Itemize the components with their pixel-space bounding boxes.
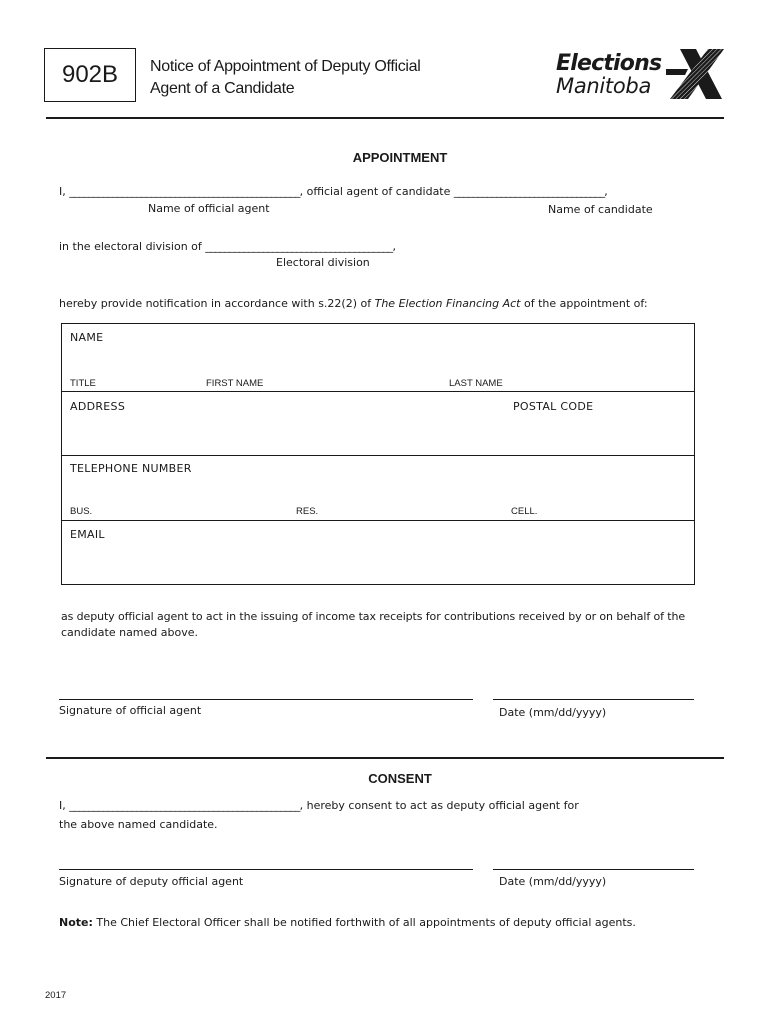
note-text [59, 916, 636, 929]
logo-x-mark-icon [666, 49, 724, 99]
title-label: TITLE [70, 378, 96, 389]
name-label: NAME [70, 331, 104, 344]
deputy-agent-name-field[interactable]: ________________________________________________ [69, 799, 300, 812]
consent-line-2: the above named candidate. [59, 818, 218, 831]
line-text: in the electoral division of [59, 240, 206, 253]
official-agent-signature-field[interactable] [59, 699, 473, 700]
deputy-agent-signature-field[interactable] [59, 869, 473, 870]
official-agent-line [59, 185, 608, 198]
form-title [150, 56, 480, 100]
line-text: , [392, 240, 396, 253]
consent-date-field[interactable] [493, 869, 694, 870]
official-agent-signature-caption: Signature of official agent [59, 704, 202, 717]
line-text: of the appointment of: [520, 297, 648, 310]
email-label: EMAIL [70, 528, 105, 541]
address-box[interactable] [61, 391, 695, 456]
notification-text [59, 297, 648, 310]
consent-divider [46, 757, 724, 759]
appointment-heading: APPOINTMENT [352, 150, 448, 165]
line-text: , [604, 185, 608, 198]
postal-code-label: POSTAL CODE [513, 400, 594, 413]
form-number: 902B [44, 48, 136, 102]
res-label: RES. [296, 506, 319, 517]
line-text: , official agent of candidate [299, 185, 454, 198]
form-title-line-1: Notice of Appointment of Deputy Official [150, 58, 421, 75]
note-label: Note: [59, 916, 93, 929]
logo-line-1: Elections [556, 51, 662, 76]
signature-date-caption: Date (mm/dd/yyyy) [499, 706, 607, 719]
elections-manitoba-logo [556, 53, 661, 97]
bus-label: BUS. [70, 506, 93, 517]
name-box[interactable] [61, 323, 695, 392]
email-box[interactable] [61, 520, 695, 585]
last-name-label: LAST NAME [449, 378, 503, 389]
logo-line-2: Manitoba [556, 74, 652, 98]
line-text: I, [59, 185, 70, 198]
act-name: The Election Financing Act [374, 297, 521, 310]
address-label: ADDRESS [70, 400, 126, 413]
electoral-division-field[interactable]: _______________________________________ [205, 240, 393, 253]
consent-date-caption: Date (mm/dd/yyyy) [499, 875, 607, 888]
deputy-agent-signature-caption: Signature of deputy official agent [59, 875, 244, 888]
caption-candidate: Name of candidate [548, 203, 653, 216]
line-text: , hereby consent to act as deputy official agent for [299, 799, 579, 812]
cell-label: CELL. [511, 506, 538, 517]
caption-electoral-division: Electoral division [276, 256, 370, 269]
signature-date-field[interactable] [493, 699, 694, 700]
candidate-name-field[interactable]: ________________________________ [453, 185, 605, 198]
header-divider [46, 117, 724, 119]
consent-line-1 [59, 799, 579, 812]
consent-heading: CONSENT [368, 771, 432, 786]
note-body: The Chief Electoral Officer shall be notified forthwith of all appointments of deputy official agents. [92, 916, 636, 929]
telephone-label: TELEPHONE NUMBER [70, 462, 192, 475]
telephone-box[interactable] [61, 455, 695, 521]
form-title-line-2: Agent of a Candidate [150, 80, 295, 97]
purpose-line-1: as deputy official agent to act in the issuing of income tax receipts for contributions received by or on behalf of the [61, 610, 686, 623]
line-text: hereby provide notification in accordance with s.22(2) of [59, 297, 375, 310]
electoral-division-line [59, 240, 396, 253]
first-name-label: FIRST NAME [206, 378, 264, 389]
official-agent-name-field[interactable]: ________________________________________________ [69, 185, 300, 198]
purpose-line-2: candidate named above. [61, 626, 199, 639]
caption-official-agent: Name of official agent [148, 202, 270, 215]
form-year: 2017 [45, 990, 67, 1001]
line-text: I, [59, 799, 70, 812]
